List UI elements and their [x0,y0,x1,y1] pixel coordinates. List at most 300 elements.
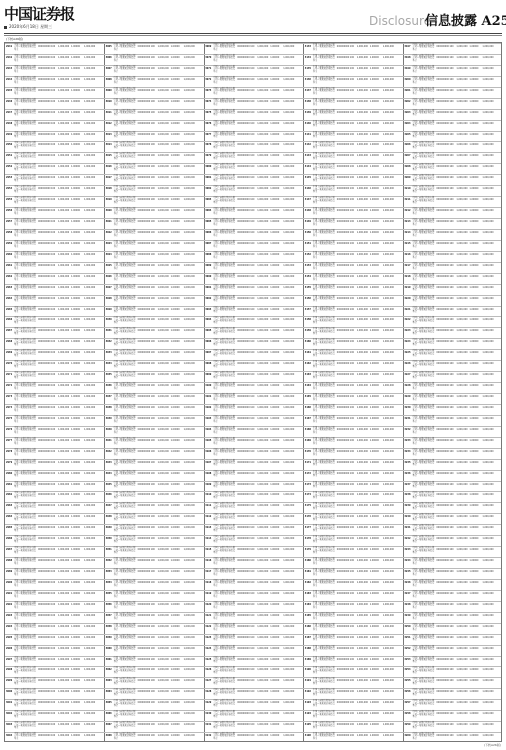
value-cell: 100 [350,604,354,606]
fund-code: 000000000 [138,560,151,562]
value-cell: 1,000,000 [283,298,294,300]
value-cell: 100 [51,724,55,726]
fund-code: 000000000 [337,298,350,300]
value-cell: 1.00000 [270,527,279,529]
fund-name: 中国工商银行股份有限公司—某某某证券投资基金 [313,88,335,95]
value-cell: 100 [51,330,55,332]
value-cell: 100 [51,319,55,321]
row-number: 3030 [106,319,112,321]
value-cell: 1.00000 [370,659,379,661]
fund-name: 中国工商银行股份有限公司—某某某证券投资基金 [14,328,36,335]
row-number: 3121 [205,615,211,617]
row-number: 3003 [6,724,12,726]
value-cell: 1,000,000 [283,473,294,475]
value-cell: 1,000,000 [357,144,368,146]
fund-code: 000000000 [237,505,250,507]
fund-code: 000000000 [337,680,350,682]
value-cell: 100 [51,429,55,431]
fund-code: 000000000 [38,429,51,431]
fund-code: 000000000 [138,680,151,682]
value-cell: 1,000,000 [58,626,69,628]
fund-name: 中国工商银行股份有限公司—某某某证券投资基金 [313,635,335,642]
value-cell: 100 [449,374,453,376]
fund-code: 000000000 [38,505,51,507]
value-cell: 1,000,000 [357,265,368,267]
value-cell: 100 [350,713,354,715]
row-number: 2968 [6,341,12,343]
fund-name: 中国工商银行股份有限公司—某某某证券投资基金 [213,471,235,478]
value-cell: 100 [250,199,254,201]
value-cell: 1.00000 [370,243,379,245]
row-number: 2954 [6,188,12,190]
fund-name: 中国工商银行股份有限公司—某某某证券投资基金 [114,613,136,620]
fund-code: 000000000 [38,363,51,365]
value-cell: 1,000,000 [257,90,268,92]
value-cell: 1.00000 [71,724,80,726]
value-cell: 1,000,000 [456,637,467,639]
fund-code: 000000000 [237,309,250,311]
value-cell: 100 [51,276,55,278]
value-cell: 100 [250,407,254,409]
fund-code: 000000000 [237,123,250,125]
value-cell: 1,000,000 [257,232,268,234]
value-cell: 100 [350,221,354,223]
fund-code: 000000000 [436,243,449,245]
fund-code: 000000000 [38,79,51,81]
fund-name: 中国工商银行股份有限公司—某某某证券投资基金 [213,328,235,335]
fund-name: 中国工商银行股份有限公司—某某某证券投资基金 [14,372,36,379]
value-cell: 1.00000 [71,352,80,354]
fund-name: 中国工商银行股份有限公司—某某某证券投资基金 [313,591,335,598]
value-cell: 1,000,000 [58,735,69,737]
fund-code: 000000000 [337,593,350,595]
value-cell: 1,000,000 [84,505,95,507]
fund-name: 中国工商银行股份有限公司—某某某证券投资基金 [213,186,235,193]
value-cell: 1,000,000 [184,199,195,201]
value-cell: 100 [350,287,354,289]
row-number: 2957 [6,221,12,223]
value-cell: 100 [51,199,55,201]
value-cell: 1,000,000 [84,287,95,289]
value-cell: 1.00000 [469,669,478,671]
fund-name: 中国工商银行股份有限公司—某某某证券投资基金 [313,307,335,314]
row-number: 3257 [404,702,410,704]
fund-code: 000000000 [138,593,151,595]
value-cell: 100 [151,735,155,737]
value-cell: 1.00000 [270,155,279,157]
value-cell: 100 [151,637,155,639]
value-cell: 1,000,000 [283,713,294,715]
fund-code: 000000000 [138,134,151,136]
value-cell: 1.00000 [71,549,80,551]
value-cell: 1,000,000 [184,473,195,475]
fund-code: 000000000 [337,90,350,92]
value-cell: 100 [449,418,453,420]
value-cell: 1.00000 [171,418,180,420]
fund-code: 000000000 [38,659,51,661]
fund-code: 000000000 [237,177,250,179]
value-cell: 100 [250,210,254,212]
value-cell: 1.00000 [71,330,80,332]
fund-name: 中国工商银行股份有限公司—某某某证券投资基金 [14,394,36,401]
row-number: 3053 [106,571,112,573]
fund-name: 中国工商银行股份有限公司—某某某证券投资基金 [313,77,335,84]
fund-code: 000000000 [436,199,449,201]
value-cell: 1,000,000 [257,407,268,409]
value-cell: 1,000,000 [184,46,195,48]
value-cell: 1.00000 [469,473,478,475]
value-cell: 1,000,000 [482,221,493,223]
value-cell: 1,000,000 [257,505,268,507]
fund-name: 中国工商银行股份有限公司—某某某证券投资基金 [14,657,36,664]
value-cell: 100 [449,691,453,693]
value-cell: 1.00000 [469,549,478,551]
value-cell: 1.00000 [171,626,180,628]
fund-code: 000000000 [436,713,449,715]
fund-code: 000000000 [436,473,449,475]
value-cell: 1,000,000 [257,538,268,540]
row-number: 3156 [305,298,311,300]
fund-name: 中国工商银行股份有限公司—某某某证券投资基金 [114,186,136,193]
fund-name: 中国工商银行股份有限公司—某某某证券投资基金 [114,219,136,226]
fund-name: 中国工商银行股份有限公司—某某某证券投资基金 [412,569,434,576]
value-cell: 1.00000 [270,330,279,332]
value-cell: 1.00000 [370,505,379,507]
fund-code: 000000000 [436,494,449,496]
value-cell: 1,000,000 [383,112,394,114]
value-cell: 1.00000 [71,473,80,475]
value-cell: 1,000,000 [456,680,467,682]
row-number: 3184 [305,604,311,606]
fund-code: 000000000 [38,549,51,551]
row-number: 3243 [404,549,410,551]
value-cell: 1,000,000 [456,188,467,190]
fund-name: 中国工商银行股份有限公司—某某某证券投资基金 [114,569,136,576]
fund-code: 000000000 [237,473,250,475]
value-cell: 1,000,000 [456,538,467,540]
fund-code: 000000000 [38,615,51,617]
value-cell: 1,000,000 [84,319,95,321]
value-cell: 1,000,000 [383,243,394,245]
row-number: 3223 [404,330,410,332]
value-cell: 1.00000 [370,549,379,551]
value-cell: 1.00000 [71,462,80,464]
value-cell: 1.00000 [71,582,80,584]
fund-code: 000000000 [237,659,250,661]
fund-name: 中国工商银行股份有限公司—某某某证券投资基金 [213,219,235,226]
value-cell: 1,000,000 [383,90,394,92]
fund-name: 中国工商银行股份有限公司—某某某证券投资基金 [14,197,36,204]
fund-code: 000000000 [138,669,151,671]
value-cell: 1,000,000 [184,396,195,398]
value-cell: 1,000,000 [283,221,294,223]
value-cell: 1,000,000 [257,177,268,179]
value-cell: 1.00000 [469,571,478,573]
value-cell: 100 [350,166,354,168]
row-number: 3096 [205,341,211,343]
value-cell: 1,000,000 [482,101,493,103]
value-cell: 1,000,000 [257,659,268,661]
value-cell: 1.00000 [469,626,478,628]
value-cell: 100 [350,429,354,431]
value-cell: 1,000,000 [58,276,69,278]
value-cell: 1.00000 [469,615,478,617]
value-cell: 100 [151,396,155,398]
value-cell: 1,000,000 [158,462,169,464]
fund-code: 000000000 [138,144,151,146]
value-cell: 1,000,000 [283,626,294,628]
value-cell: 1.00000 [171,309,180,311]
row-number: 3062 [106,669,112,671]
fund-code: 000000000 [237,516,250,518]
value-cell: 1,000,000 [456,396,467,398]
row-number: 2986 [6,538,12,540]
fund-name: 中国工商银行股份有限公司—某某某证券投资基金 [412,350,434,357]
row-number: 3111 [205,505,211,507]
fund-name: 中国工商银行股份有限公司—某某某证券投资基金 [213,394,235,401]
fund-name: 中国工商银行股份有限公司—某某某证券投资基金 [412,88,434,95]
value-cell: 1,000,000 [456,484,467,486]
value-cell: 1.00000 [270,407,279,409]
fund-name: 中国工商银行股份有限公司—某某某证券投资基金 [114,646,136,653]
row-number: 3149 [305,221,311,223]
value-cell: 100 [151,112,155,114]
row-number: 3073 [205,90,211,92]
fund-name: 中国工商银行股份有限公司—某某某证券投资基金 [14,230,36,237]
value-cell: 100 [151,287,155,289]
value-cell: 100 [51,341,55,343]
value-cell: 1.00000 [469,319,478,321]
value-cell: 1.00000 [71,385,80,387]
value-cell: 100 [250,276,254,278]
value-cell: 1,000,000 [158,363,169,365]
fund-code: 000000000 [138,724,151,726]
value-cell: 1.00000 [171,407,180,409]
value-cell: 1,000,000 [482,232,493,234]
fund-code: 000000000 [237,319,250,321]
fund-name: 中国工商银行股份有限公司—某某某证券投资基金 [213,558,235,565]
fund-name: 中国工商银行股份有限公司—某某某证券投资基金 [412,733,434,740]
fund-name: 中国工商银行股份有限公司—某某某证券投资基金 [412,142,434,149]
value-cell: 100 [350,309,354,311]
row-number: 3005 [106,46,112,48]
value-cell: 1,000,000 [158,615,169,617]
fund-code: 000000000 [337,210,350,212]
value-cell: 1,000,000 [58,659,69,661]
fund-name: 中国工商银行股份有限公司—某某某证券投资基金 [114,689,136,696]
row-number: 2976 [6,429,12,431]
value-cell: 100 [350,440,354,442]
value-cell: 100 [51,615,55,617]
value-cell: 100 [151,144,155,146]
value-cell: 1,000,000 [58,494,69,496]
fund-code: 000000000 [38,560,51,562]
value-cell: 100 [250,505,254,507]
fund-name: 中国工商银行股份有限公司—某某某证券投资基金 [14,449,36,456]
fund-name: 中国工商银行股份有限公司—某某某证券投资基金 [412,635,434,642]
value-cell: 100 [250,440,254,442]
value-cell: 1.00000 [171,549,180,551]
fund-code: 000000000 [237,451,250,453]
value-cell: 1.00000 [71,680,80,682]
value-cell: 100 [250,702,254,704]
fund-name: 中国工商银行股份有限公司—某某某证券投资基金 [213,66,235,73]
value-cell: 1.00000 [270,57,279,59]
value-cell: 1,000,000 [482,210,493,212]
value-cell: 100 [449,330,453,332]
value-cell: 1,000,000 [357,484,368,486]
fund-name: 中国工商银行股份有限公司—某某某证券投资基金 [313,361,335,368]
fund-code: 000000000 [436,648,449,650]
value-cell: 1,000,000 [357,396,368,398]
value-cell: 1.00000 [171,319,180,321]
value-cell: 100 [151,407,155,409]
value-cell: 100 [449,505,453,507]
value-cell: 100 [350,538,354,540]
value-cell: 100 [449,155,453,157]
value-cell: 1.00000 [171,134,180,136]
fund-code: 000000000 [337,637,350,639]
value-cell: 1,000,000 [184,669,195,671]
value-cell: 1,000,000 [456,440,467,442]
fund-name: 中国工商银行股份有限公司—某某某证券投资基金 [14,263,36,270]
row-number: 3117 [205,571,211,573]
value-cell: 100 [449,68,453,70]
fund-name: 中国工商银行股份有限公司—某某某证券投资基金 [313,296,335,303]
value-cell: 1,000,000 [456,352,467,354]
value-cell: 1,000,000 [456,702,467,704]
fund-code: 000000000 [436,429,449,431]
fund-name: 中国工商银行股份有限公司—某某某证券投资基金 [114,525,136,532]
value-cell: 100 [449,254,453,256]
fund-code: 000000000 [436,538,449,540]
fund-name: 中国工商银行股份有限公司—某某某证券投资基金 [412,208,434,215]
value-cell: 100 [250,177,254,179]
fund-name: 中国工商银行股份有限公司—某某某证券投资基金 [213,99,235,106]
value-cell: 1,000,000 [482,604,493,606]
fund-name: 中国工商银行股份有限公司—某某某证券投资基金 [14,77,36,84]
row-number: 3123 [205,637,211,639]
value-cell: 1,000,000 [184,177,195,179]
value-cell: 1,000,000 [58,352,69,354]
value-cell: 100 [449,549,453,551]
value-cell: 1,000,000 [257,691,268,693]
value-cell: 100 [151,462,155,464]
fund-name: 中国工商银行股份有限公司—某某某证券投资基金 [213,241,235,248]
value-cell: 100 [51,254,55,256]
row-number: 2973 [6,396,12,398]
value-cell: 1,000,000 [383,702,394,704]
row-number: 3136 [305,79,311,81]
value-cell: 1,000,000 [84,352,95,354]
row-number: 3203 [404,112,410,114]
fund-name: 中国工商银行股份有限公司—某某某证券投资基金 [412,296,434,303]
value-cell: 1,000,000 [158,691,169,693]
fund-name: 中国工商银行股份有限公司—某某某证券投资基金 [14,514,36,521]
row-number: 3029 [106,309,112,311]
value-cell: 1.00000 [171,265,180,267]
fund-code: 000000000 [138,451,151,453]
value-cell: 1,000,000 [283,341,294,343]
value-cell: 1,000,000 [383,505,394,507]
value-cell: 100 [51,123,55,125]
value-cell: 100 [350,46,354,48]
fund-name: 中国工商银行股份有限公司—某某某证券投资基金 [313,427,335,434]
value-cell: 100 [250,101,254,103]
fund-code: 000000000 [237,713,250,715]
value-cell: 100 [449,702,453,704]
value-cell: 100 [250,462,254,464]
value-cell: 1,000,000 [383,626,394,628]
square-icon [4,26,7,29]
fund-code: 000000000 [138,221,151,223]
fund-code: 000000000 [138,385,151,387]
fund-code: 000000000 [436,560,449,562]
fund-name: 中国工商银行股份有限公司—某某某证券投资基金 [412,536,434,543]
value-cell: 1,000,000 [357,407,368,409]
fund-code: 000000000 [337,309,350,311]
value-cell: 100 [51,494,55,496]
value-cell: 1.00000 [469,418,478,420]
value-cell: 1,000,000 [283,210,294,212]
value-cell: 100 [151,473,155,475]
value-cell: 100 [250,90,254,92]
row-number: 3081 [205,177,211,179]
value-cell: 1,000,000 [283,68,294,70]
value-cell: 1,000,000 [482,560,493,562]
value-cell: 1,000,000 [158,396,169,398]
value-cell: 1.00000 [469,363,478,365]
row-number: 2974 [6,407,12,409]
value-cell: 1,000,000 [456,243,467,245]
value-cell: 1,000,000 [158,210,169,212]
fund-name: 中国工商银行股份有限公司—某某某证券投资基金 [114,678,136,685]
fund-code: 000000000 [436,484,449,486]
value-cell: 1,000,000 [283,79,294,81]
value-cell: 1.00000 [71,112,80,114]
fund-name: 中国工商银行股份有限公司—某某某证券投资基金 [213,667,235,674]
row-number: 3109 [205,484,211,486]
fund-code: 000000000 [337,713,350,715]
fund-code: 000000000 [337,144,350,146]
value-cell: 100 [250,604,254,606]
row-number: 3212 [404,210,410,212]
value-cell: 1,000,000 [184,626,195,628]
fund-name: 中国工商银行股份有限公司—某某某证券投资基金 [313,263,335,270]
value-cell: 1,000,000 [184,429,195,431]
row-number: 3048 [106,516,112,518]
value-cell: 1,000,000 [357,702,368,704]
value-cell: 100 [151,177,155,179]
value-cell: 1,000,000 [456,418,467,420]
row-number: 3013 [106,134,112,136]
fund-name: 中国工商银行股份有限公司—某某某证券投资基金 [114,339,136,346]
fund-name: 中国工商银行股份有限公司—某某某证券投资基金 [114,667,136,674]
fund-name: 中国工商银行股份有限公司—某某某证券投资基金 [114,99,136,106]
value-cell: 1,000,000 [456,123,467,125]
fund-code: 000000000 [138,713,151,715]
value-cell: 1,000,000 [58,254,69,256]
value-cell: 1,000,000 [58,101,69,103]
header-rule [4,33,502,34]
value-cell: 1,000,000 [158,451,169,453]
row-number: 3055 [106,593,112,595]
value-cell: 1.00000 [270,352,279,354]
fund-name: 中国工商银行股份有限公司—某某某证券投资基金 [412,44,434,51]
fund-name: 中国工商银行股份有限公司—某某某证券投资基金 [313,580,335,587]
value-cell: 100 [151,232,155,234]
value-cell: 1,000,000 [158,484,169,486]
